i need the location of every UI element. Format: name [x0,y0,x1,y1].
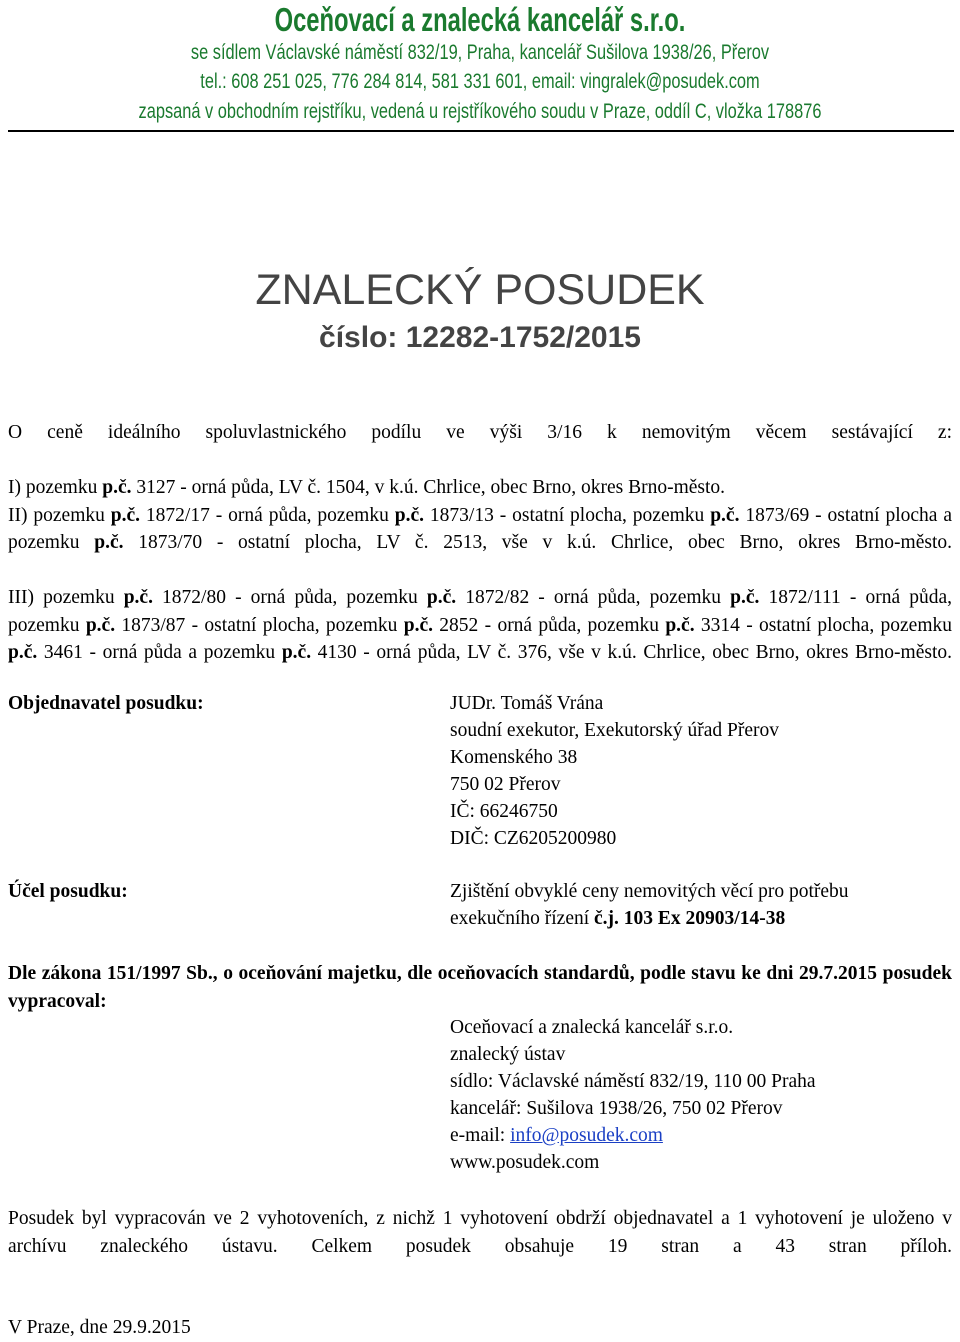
client-line: JUDr. Tomáš Vrána [450,693,604,714]
firm-address: se sídlem Václavské náměstí 832/19, Praha, kancelář Sušilova 1938/26, Přerov [190,41,770,64]
client-line: soudní exekutor, Exekutorský úřad Přerov [450,720,780,741]
subject-part-2: II) pozemku p.č. 1872/17 - orná půda, pozemku p.č. 1873/13 - ostatní plocha, pozemku p.č. 1873/69 - ostatní plocha a pozemku p.č. 1873/70 - ostatní plocha, LV č. 2513, vše v k.ú. Chrlice, obec Brno, okres Brno-město. [8,504,953,553]
client-line: DIČ: CZ6205200980 [450,828,617,849]
report-date: V Praze, dne 29.9.2015 [8,1317,191,1338]
firm-registration: zapsaná v obchodním rejstříku, vedená u rejstříkového soudu v Praze, oddíl C, vložka 178876 [138,100,822,123]
author-web: www.posudek.com [450,1152,600,1173]
subject-intro: O ceně ideálního spoluvlastnického podílu ve výši 3/16 k nemovitým věcem sestávající z: [8,422,952,443]
email-link[interactable]: info@posudek.com [510,1125,663,1146]
purpose-line: exekučního řízení č.j. 103 Ex 20903/14-38 [450,908,786,929]
purpose-details [450,878,849,932]
author-email-line: e-mail: info@posudek.com [450,1125,663,1146]
subject-part-1: I) pozemku p.č. 3127 - orná půda, LV č. 1504, v k.ú. Chrlice, obec Brno, okres Brno-město. [8,477,726,498]
header-divider [8,130,954,132]
author-line: sídlo: Václavské náměstí 832/19, 110 00 Praha [450,1071,816,1092]
footer-note: Posudek byl vypracován ve 2 vyhotoveních, z nichž 1 vyhotovení obdrží objednavatel a 1 vyhotovení je uloženo v archívu znaleckého ústavu. Celkem posudek obsahuje 19 stran a 43 stran příloh. [8,1208,952,1257]
firm-contacts: tel.: 608 251 025, 776 284 814, 581 331 601, email: vingralek@posudek.com [200,70,760,93]
page-title: ZNALECKÝ POSUDEK [255,266,705,314]
client-line: IČ: 66246750 [450,801,558,822]
client-line: Komenského 38 [450,747,578,768]
author-line: znalecký ústav [450,1044,566,1065]
report-number: číslo: 12282-1752/2015 [319,321,641,354]
client-line: 750 02 Přerov [450,774,561,795]
law-statement: Dle zákona 151/1997 Sb., o oceňování majetku, dle oceňovacích standardů, podle stavu ke dni 29.7.2015 posudek vypracoval: [8,963,952,1012]
subject-part-3: III) pozemku p.č. 1872/80 - orná půda, pozemku p.č. 1872/82 - orná půda, pozemku p.č. 1872/111 - orná půda, pozemku p.č. 1873/87 - ostatní plocha, pozemku p.č. 2852 - orná půda, pozemku p.č. 3314 - ostatní plocha, pozemku p.č. 3461 - orná půda a pozemku p.č. 4130 - orná půda, LV č. 376, vše v k.ú. Chrlice, obec Brno, okres Brno-město. [8,587,952,663]
purpose-line: Zjištění obvyklé ceny nemovitých věcí pro potřebu [450,881,849,902]
firm-name: Oceňovací a znalecká kancelář s.r.o. [274,1,686,38]
author-line: Oceňovací a znalecká kancelář s.r.o. [450,1017,734,1038]
author-line: kancelář: Sušilova 1938/26, 750 02 Přerov [450,1098,783,1119]
client-details [450,690,779,852]
purpose-label: Účel posudku: [8,881,128,902]
subject-description [8,419,952,694]
author-details [450,1014,816,1176]
client-label: Objednavatel posudku: [8,693,204,714]
